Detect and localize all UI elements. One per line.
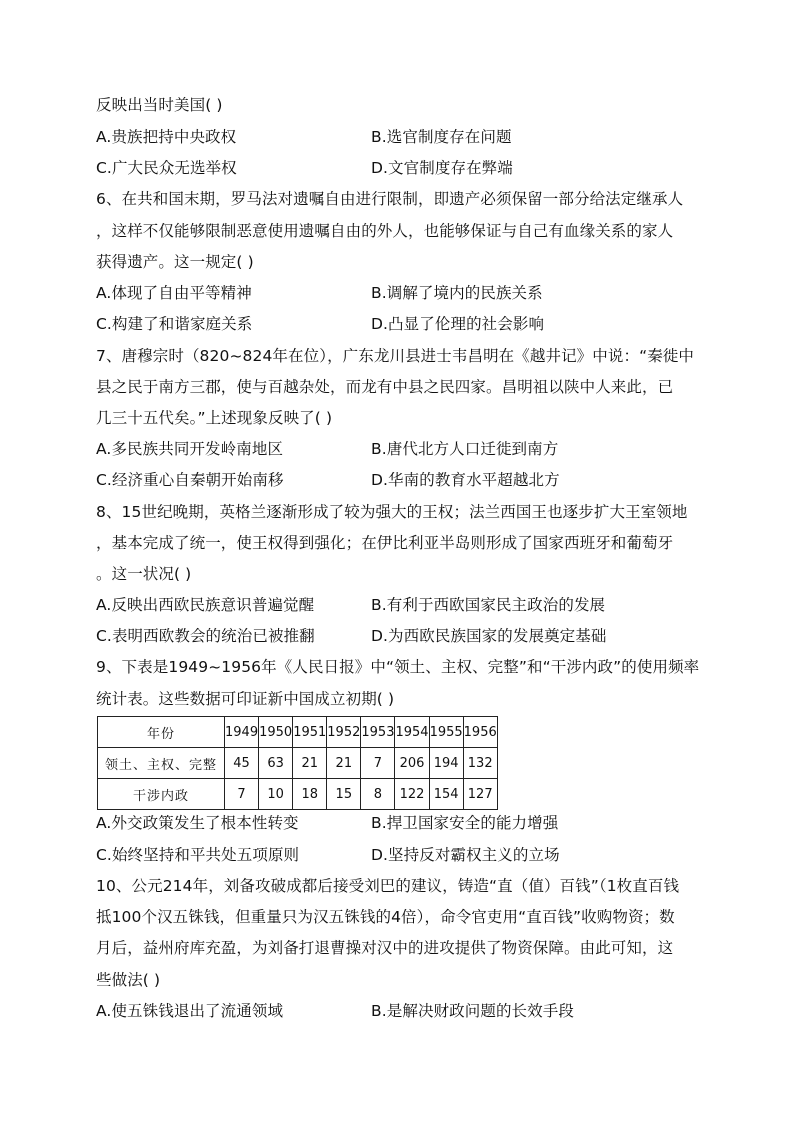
table-row [98,779,498,810]
table-cell: 18 [293,779,327,810]
q7-option-a: A.多民族共同开发岭南地区 [96,440,284,458]
q8-stem-line-3: 。这一状况( ) [96,565,192,583]
q10-stem-line-4: 些做法( ) [96,971,161,989]
q6-option-c: C.构建了和谐家庭关系 [96,315,253,333]
q8-option-a: A.反映出西欧民族意识普遍觉醒 [96,596,315,614]
table-cell: 15 [327,779,361,810]
q10-option-a: A.使五铢钱退出了流通领域 [96,1002,284,1020]
q8-stem-line-2: ，基本完成了统一，使王权得到强化；在伊比利亚半岛则形成了国家西班牙和葡萄牙 [96,534,674,552]
q10-stem-line-3: 月后，益州府库充盈，为刘备打退曹操对汉中的进攻提供了物资保障。由此可知，这 [96,939,674,957]
table-row-label: 干涉内政 [98,779,225,810]
table-year-cell: 1952 [327,717,361,748]
q9-option-a: A.外交政策发生了根本性转变 [96,814,299,832]
table-year-cell: 1950 [259,717,293,748]
table-cell: 206 [395,748,429,779]
table-year-cell: 1951 [293,717,327,748]
q5-option-c: C.广大民众无选举权 [96,159,237,177]
q6-stem-line-3: 获得遗产。这一规定( ) [96,253,254,271]
table-year-cell: 1956 [463,717,497,748]
table-cell: 154 [429,779,463,810]
q7-option-b: B.唐代北方人口迁徙到南方 [371,440,559,458]
table-cell: 10 [259,779,293,810]
table-cell: 194 [429,748,463,779]
table-header-row [98,717,498,748]
table-cell: 45 [225,748,259,779]
q7-option-d: D.华南的教育水平超越北方 [371,471,560,489]
q5-option-d: D.文官制度存在弊端 [371,159,513,177]
table-header-label: 年份 [98,717,225,748]
table-cell: 7 [361,748,395,779]
table-cell: 21 [293,748,327,779]
q6-stem-line-2: ，这样不仅能够限制恶意使用遗嘱自由的外人，也能够保证与自己有血缘关系的家人 [96,222,674,240]
q5-stem-end: 反映出当时美国( ) [96,96,223,114]
table-cell: 8 [361,779,395,810]
q6-option-b: B.调解了境内的民族关系 [371,284,543,302]
q9-option-d: D.坚持反对霸权主义的立场 [371,846,560,864]
table-cell: 7 [225,779,259,810]
q5-option-b: B.选官制度存在问题 [371,128,512,146]
q7-stem-line-2: 县之民于南方三郡，使与百越杂处，而龙有中县之民四家。昌明祖以陕中人来此，已 [96,378,674,396]
table-row [98,748,498,779]
table-year-cell: 1955 [429,717,463,748]
table-cell: 122 [395,779,429,810]
table-cell: 63 [259,748,293,779]
q9-option-c: C.始终坚持和平共处五项原则 [96,846,300,864]
table-year-cell: 1949 [225,717,259,748]
q8-option-b: B.有利于西欧国家民主政治的发展 [371,596,606,614]
q7-option-c: C.经济重心自秦朝开始南移 [96,471,284,489]
table-cell: 127 [463,779,497,810]
table-cell: 132 [463,748,497,779]
q5-option-a: A.贵族把持中央政权 [96,128,237,146]
q9-stem-line-1: 9、下表是1949~1956年《人民日报》中“领土、主权、完整”和“干涉内政”的使用频率 [96,658,700,676]
q8-option-d: D.为西欧民族国家的发展奠定基础 [371,627,607,645]
frequency-table [97,716,498,810]
q9-stem-line-2: 统计表。这些数据可印证新中国成立初期( ) [96,690,395,708]
q9-option-b: B.捍卫国家安全的能力增强 [371,814,559,832]
q10-option-b: B.是解决财政问题的长效手段 [371,1002,574,1020]
table-year-cell: 1953 [361,717,395,748]
q7-stem-line-3: 几三十五代矣。”上述现象反映了( ) [96,409,333,427]
q10-stem-line-1: 10、公元214年，刘备攻破成都后接受刘巴的建议，铸造“直（值）百钱”（1枚直百钱 [96,877,680,895]
q6-stem-line-1: 6、在共和国末期，罗马法对遗嘱自由进行限制，即遗产必须保留一部分给法定继承人 [96,190,684,208]
table-cell: 21 [327,748,361,779]
table-year-cell: 1954 [395,717,429,748]
table-row-label: 领土、主权、完整 [98,748,225,779]
q6-option-a: A.体现了自由平等精神 [96,284,252,302]
q7-stem-line-1: 7、唐穆宗时（820~824年在位），广东龙川县进士韦昌明在《越井记》中说：“秦徙中 [96,347,695,365]
q8-stem-line-1: 8、15世纪晚期，英格兰逐渐形成了较为强大的王权；法兰西国王也逐步扩大王室领地 [96,503,688,521]
q10-stem-line-2: 抵100个汉五铢钱，但重量只为汉五铢钱的4倍），命令官吏用“直百钱”收购物资；数 [96,908,675,926]
q6-option-d: D.凸显了伦理的社会影响 [371,315,545,333]
q8-option-c: C.表明西欧教会的统治已被推翻 [96,627,315,645]
